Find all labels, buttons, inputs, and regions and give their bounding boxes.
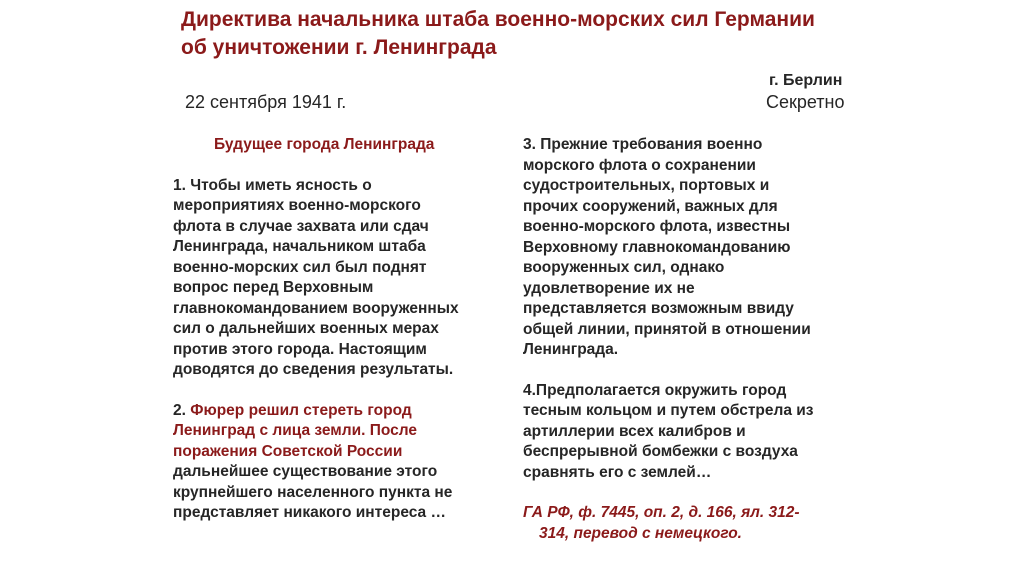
paragraph-2 xyxy=(173,401,503,524)
text-line: морского флота о сохранении xyxy=(523,156,756,174)
document-date: 22 сентября 1941 г. xyxy=(185,92,347,112)
text-line: Ленинграда, начальником штаба xyxy=(173,238,426,255)
text-line: мероприятиях военно-морского xyxy=(173,197,421,214)
paragraph-4 xyxy=(523,381,863,484)
text-line: против этого города. Настоящим xyxy=(173,340,427,358)
paragraph-1 xyxy=(173,176,503,381)
text-line: 3. Прежние требования военно xyxy=(523,136,763,153)
text-line: флота в случае захвата или сдач xyxy=(173,217,429,235)
text-line: 4.Предполагается окружить город xyxy=(523,381,787,399)
text-line: сравнять его с землей… xyxy=(523,463,712,481)
archive-source-citation xyxy=(523,503,863,544)
citation-line: 314, перевод с немецкого. xyxy=(539,524,742,542)
text-line: судостроительных, портовых и xyxy=(523,177,770,194)
text-line: доводятся до сведения результаты. xyxy=(173,361,454,378)
left-column xyxy=(173,135,503,524)
title-line-2: об уничтожении г. Ленинграда xyxy=(181,36,497,59)
text-line: Верховному главнокомандованию xyxy=(523,238,791,256)
text-line: 1. Чтобы иметь ясность о xyxy=(173,176,372,194)
document-city: г. Берлин xyxy=(769,72,843,89)
text-line: военно-морского флота, известны xyxy=(523,218,791,235)
text-line: дальнейшее существование этого xyxy=(173,463,438,480)
highlighted-line: поражения Советской России xyxy=(173,442,403,460)
document-title xyxy=(181,6,941,62)
text-line: вопрос перед Верховным xyxy=(173,279,374,296)
text-line: прочих сооружений, важных для xyxy=(523,197,778,215)
text-line: представляется возможным ввиду xyxy=(523,300,794,317)
paragraph-3 xyxy=(523,135,863,361)
text-line: главнокомандованием вооруженных xyxy=(173,299,459,317)
text-line: удовлетворение их не xyxy=(523,279,695,297)
text-line: крупнейшего населенного пункта не xyxy=(173,483,453,501)
text-line: артиллерии всех калибров и xyxy=(523,422,746,440)
text-line: тесным кольцом и путем обстрела из xyxy=(523,402,814,419)
right-column xyxy=(523,135,863,544)
citation-line: ГА РФ, ф. 7445, оп. 2, д. 166, ял. 312- xyxy=(523,504,800,521)
text-line: Ленинграда. xyxy=(523,341,619,358)
text-line: беспрерывной бомбежки с воздуха xyxy=(523,443,798,460)
highlighted-text: Фюрер решил стереть город xyxy=(190,401,412,419)
text-line: представляет никакого интереса … xyxy=(173,504,446,521)
text-line: вооруженных сил, однако xyxy=(523,259,725,276)
text-line: военно-морских сил был поднят xyxy=(173,258,427,276)
text-line: общей линии, принятой в отношении xyxy=(523,320,811,338)
classification-label: Секретно xyxy=(766,92,845,112)
paragraph-number: 2. xyxy=(173,401,191,419)
text-line xyxy=(173,401,503,422)
section-heading: Будущее города Ленинграда xyxy=(214,136,435,153)
highlighted-line: Ленинград с лица земли. После xyxy=(173,422,418,439)
text-line: сил о дальнейших военных мерах xyxy=(173,320,439,337)
title-line-1: Директива начальника штаба военно-морских сил Германии xyxy=(181,8,815,31)
